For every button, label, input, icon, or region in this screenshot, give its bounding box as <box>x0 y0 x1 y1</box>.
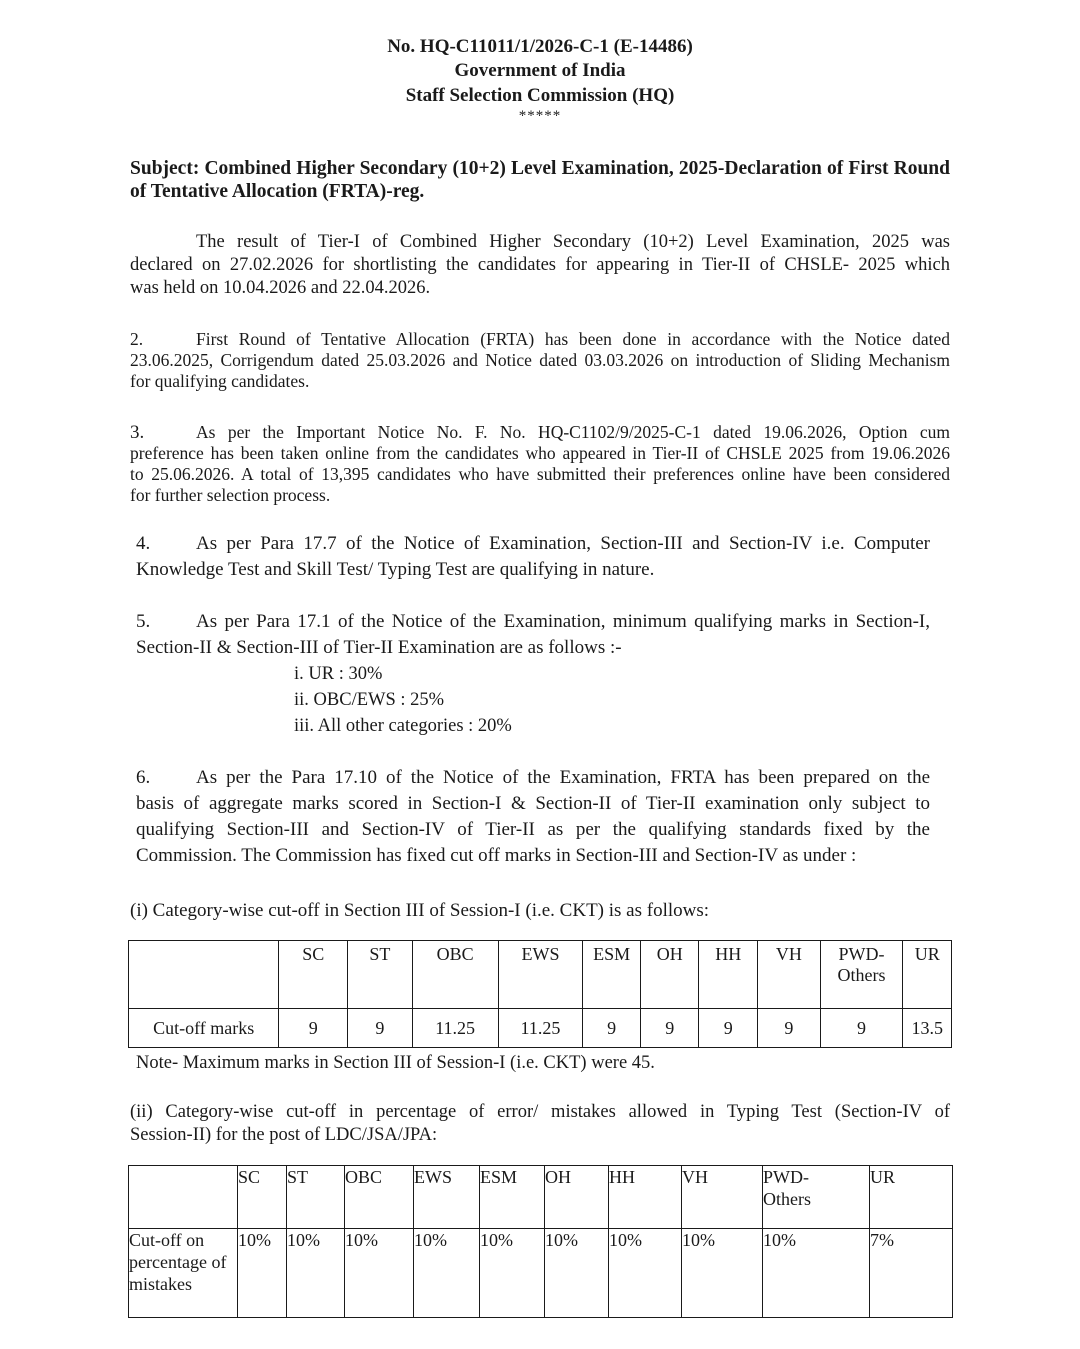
column-header: EWS <box>414 1166 480 1229</box>
column-header: HH <box>699 941 758 1009</box>
paragraph-6-line: basis of aggregate marks scored in Section-I & Section-II of Tier-II examination only subject to <box>136 793 930 814</box>
paragraph-6-line: As per the Para 17.10 of the Notice of the Examination, FRTA has been prepared on the <box>196 767 930 788</box>
paragraph-5-line: As per Para 17.1 of the Notice of the Examination, minimum qualifying marks in Section-I, <box>196 611 930 632</box>
reference-number: No. HQ-C11011/1/2026-C-1 (E-14486) <box>387 36 693 57</box>
paragraph-1-line: The result of Tier-I of Combined Higher Secondary (10+2) Level Examination, 2025 was <box>196 232 950 252</box>
paragraph-6 <box>136 765 930 869</box>
paragraph-2-line: for qualifying candidates. <box>130 371 310 391</box>
table-cell: 13.5 <box>903 1009 952 1048</box>
qualifying-marks-item: ii. OBC/EWS : 25% <box>294 690 445 710</box>
table2-caption <box>130 1101 950 1147</box>
typing-test-cutoff-table <box>128 1165 953 1318</box>
paragraph-5-line: Section-II & Section-III of Tier-II Examination are as follows :- <box>136 637 622 658</box>
paragraph-5 <box>136 609 930 661</box>
paragraph-2 <box>130 329 950 392</box>
paragraph-3-line: As per the Important Notice No. F. No. HQ-C1102/9/2025-C-1 dated 19.06.2026, Option cum <box>196 422 950 442</box>
table-cell: 7% <box>870 1229 953 1318</box>
table-cell: 10% <box>609 1229 682 1318</box>
column-header: ESM <box>583 941 641 1009</box>
column-header: ST <box>287 1166 345 1229</box>
table-cell: 9 <box>640 1009 699 1048</box>
column-header: OH <box>545 1166 609 1229</box>
column-header: UR <box>903 941 952 1009</box>
table-cell: 10% <box>480 1229 545 1318</box>
paragraph-number: 6. <box>136 767 151 788</box>
table-cell: 10% <box>287 1229 345 1318</box>
paragraph-number: 4. <box>136 533 151 554</box>
column-header: VH <box>758 941 821 1009</box>
table-cell: 9 <box>699 1009 758 1048</box>
table-cell: 9 <box>820 1009 903 1048</box>
paragraph-1-line: declared on 27.02.2026 for shortlisting the candidates for appearing in Tier-II of CHSLE- 2025 which <box>130 255 950 275</box>
column-header: UR <box>870 1166 953 1229</box>
qualifying-marks-item: iii. All other categories : 20% <box>294 716 512 736</box>
table-cell: 9 <box>758 1009 821 1048</box>
row-label: Cut-off on percentage of mistakes <box>129 1229 238 1318</box>
column-header: OBC <box>345 1166 414 1229</box>
paragraph-3-line: for further selection process. <box>130 485 331 505</box>
table-cell: 10% <box>545 1229 609 1318</box>
paragraph-2-line: First Round of Tentative Allocation (FRTA) has been done in accordance with the Notice dated <box>196 329 950 349</box>
table-cell: 10% <box>345 1229 414 1318</box>
paragraph-number: 3. <box>130 422 145 443</box>
row-label: Cut-off marks <box>129 1009 279 1048</box>
table1-caption: (i) Category-wise cut-off in Section III of Session-I (i.e. CKT) is as follows: <box>130 900 710 921</box>
table-cell: 10% <box>763 1229 870 1318</box>
paragraph-6-line: Commission. The Commission has fixed cut off marks in Section-III and Section-IV as under : <box>136 845 857 866</box>
column-header: VH <box>682 1166 763 1229</box>
table-corner-cell <box>129 1166 238 1229</box>
paragraph-1 <box>130 231 950 300</box>
paragraph-3-line: preference has been taken online from the candidates who appeared in Tier-II of CHSLE 2025 from 19.06.2026 <box>130 443 950 463</box>
table-cell: 10% <box>238 1229 287 1318</box>
paragraph-1-line: was held on 10.04.2026 and 22.04.2026. <box>130 278 431 298</box>
table2-caption-line: (ii) Category-wise cut-off in percentage of error/ mistakes allowed in Typing Test (Section-IV of <box>130 1102 950 1122</box>
column-header: SC <box>279 941 348 1009</box>
column-header: HH <box>609 1166 682 1229</box>
column-header: ESM <box>480 1166 545 1229</box>
paragraph-2-line: 23.06.2025, Corrigendum dated 25.03.2026 and Notice dated 03.03.2026 on introduction of Sliding Mechanism <box>130 350 950 370</box>
government-name: Government of India <box>454 60 626 81</box>
paragraph-6-line: qualifying Section-III and Section-IV of Tier-II as per the qualifying standards fixed by the <box>136 819 930 840</box>
paragraph-4-line: As per Para 17.7 of the Notice of Examination, Section-III and Section-IV i.e. Computer <box>196 533 930 554</box>
column-header: OBC <box>412 941 498 1009</box>
table-cell: 9 <box>279 1009 348 1048</box>
paragraph-4-line: Knowledge Test and Skill Test/ Typing Test are qualifying in nature. <box>136 559 655 580</box>
column-header: OH <box>640 941 699 1009</box>
paragraph-3 <box>130 422 950 506</box>
column-header: PWD-Others <box>820 941 903 1009</box>
table-cell: 11.25 <box>498 1009 583 1048</box>
column-header: ST <box>348 941 413 1009</box>
subject-line: Subject: Combined Higher Secondary (10+2) Level Examination, 2025-Declaration of First Round of Tentative Allocation (FRTA)-reg. <box>130 158 950 202</box>
table1-note: Note- Maximum marks in Section III of Session-I (i.e. CKT) were 45. <box>136 1053 655 1073</box>
table-corner-cell <box>129 941 279 1009</box>
paragraph-4 <box>136 531 930 583</box>
column-header: PWD-Others <box>763 1166 870 1229</box>
paragraph-number: 5. <box>136 611 151 632</box>
separator-stars: ***** <box>518 108 562 124</box>
table-cell: 9 <box>583 1009 641 1048</box>
table-cell: 9 <box>348 1009 413 1048</box>
column-header: SC <box>238 1166 287 1229</box>
paragraph-number: 2. <box>130 329 144 349</box>
table-cell: 10% <box>414 1229 480 1318</box>
table-cell: 10% <box>682 1229 763 1318</box>
table-cell: 11.25 <box>412 1009 498 1048</box>
office-name: Staff Selection Commission (HQ) <box>405 85 675 106</box>
table2-caption-line: Session-II) for the post of LDC/JSA/JPA: <box>130 1125 438 1145</box>
cutoff-marks-table <box>128 940 952 1048</box>
paragraph-3-line: to 25.06.2026. A total of 13,395 candidates who have submitted their preferences online have been considered <box>130 464 950 484</box>
qualifying-marks-item: i. UR : 30% <box>294 664 383 684</box>
column-header: EWS <box>498 941 583 1009</box>
